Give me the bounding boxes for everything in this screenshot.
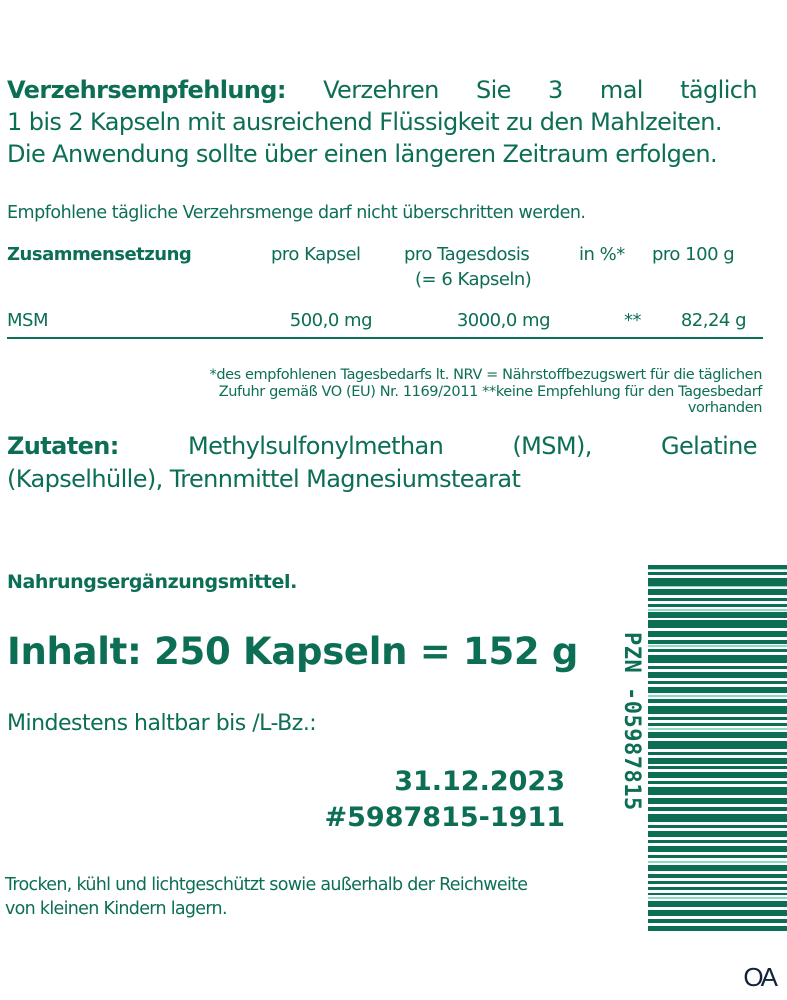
intake-word: 3	[548, 76, 563, 104]
table-header-row	[7, 244, 763, 304]
header-per-100g: pro 100 g	[652, 244, 735, 265]
lot-number: #5987815-1911	[324, 802, 565, 833]
footnote-line-2: Zufuhr gemäß VO (EU) Nr. 1169/2011 **keine Empfehlung für den Tagesbedarf	[218, 383, 762, 400]
intake-line-3: Die Anwendung sollte über einen längeren Zeitraum erfolgen.	[7, 140, 718, 168]
table-row	[7, 310, 763, 338]
header-composition: Zusammensetzung	[7, 244, 192, 265]
pzn-label: PZN -05987815	[619, 632, 644, 811]
header-per-daily-dose: pro Tagesdosis	[404, 244, 530, 265]
footnote-line-3: vorhanden	[687, 400, 762, 416]
barcode-icon	[648, 565, 787, 931]
storage-instructions	[5, 873, 527, 921]
corner-mark: OA	[743, 962, 775, 992]
composition-table	[7, 244, 763, 338]
table-divider	[7, 337, 763, 339]
package-contents: Inhalt: 250 Kapseln = 152 g	[7, 630, 579, 673]
cell-per-capsule: 500,0 mg	[289, 310, 372, 331]
cell-name: MSM	[7, 310, 48, 331]
intake-line-2: 1 bis 2 Kapseln mit ausreichend Flüssigkeit zu den Mahlzeiten.	[7, 108, 722, 136]
ingredients-line-2: (Kapselhülle), Trennmittel Magnesiumstearat	[7, 465, 521, 493]
header-per-daily-dose-sub: (= 6 Kapseln)	[415, 269, 532, 290]
footnote	[42, 367, 762, 417]
footnote-line-1: *des empfohlenen Tagesbedarfs lt. NRV = Nährstoffbezugswert für die täglichen	[209, 367, 762, 383]
ingredients	[7, 430, 757, 496]
intake-word: täglich	[680, 76, 757, 104]
cell-per-daily-dose: 3000,0 mg	[456, 310, 550, 331]
best-before-label: Mindestens haltbar bis /L-Bz.:	[7, 711, 317, 736]
dosage-warning: Empfohlene tägliche Verzehrsmenge darf nicht überschritten werden.	[7, 203, 586, 223]
header-percent: in %*	[579, 244, 625, 265]
ingredient-word: Gelatine	[660, 432, 757, 460]
storage-line-2: von kleinen Kindern lagern.	[5, 899, 227, 919]
best-before-date: 31.12.2023	[394, 766, 565, 797]
intake-recommendation	[7, 74, 757, 170]
intake-word: Sie	[475, 76, 511, 104]
intake-word: mal	[599, 76, 643, 104]
cell-percent: **	[624, 310, 641, 331]
product-category: Nahrungsergänzungsmittel.	[7, 571, 297, 593]
ingredients-line-1	[7, 430, 757, 463]
ingredient-word: Methylsulfonylmethan	[187, 432, 444, 460]
cell-per-100g: 82,24 g	[680, 310, 746, 331]
best-before-block	[325, 764, 565, 836]
ingredient-word: (MSM),	[512, 432, 592, 460]
intake-line-1	[7, 74, 757, 106]
intake-word: Verzehren	[323, 76, 439, 104]
intake-label: Verzehrsempfehlung:	[7, 76, 286, 104]
ingredients-label: Zutaten:	[7, 432, 119, 460]
header-per-capsule: pro Kapsel	[271, 244, 361, 265]
storage-line-1: Trocken, kühl und lichtgeschützt sowie außerhalb der Reichweite	[5, 875, 528, 895]
